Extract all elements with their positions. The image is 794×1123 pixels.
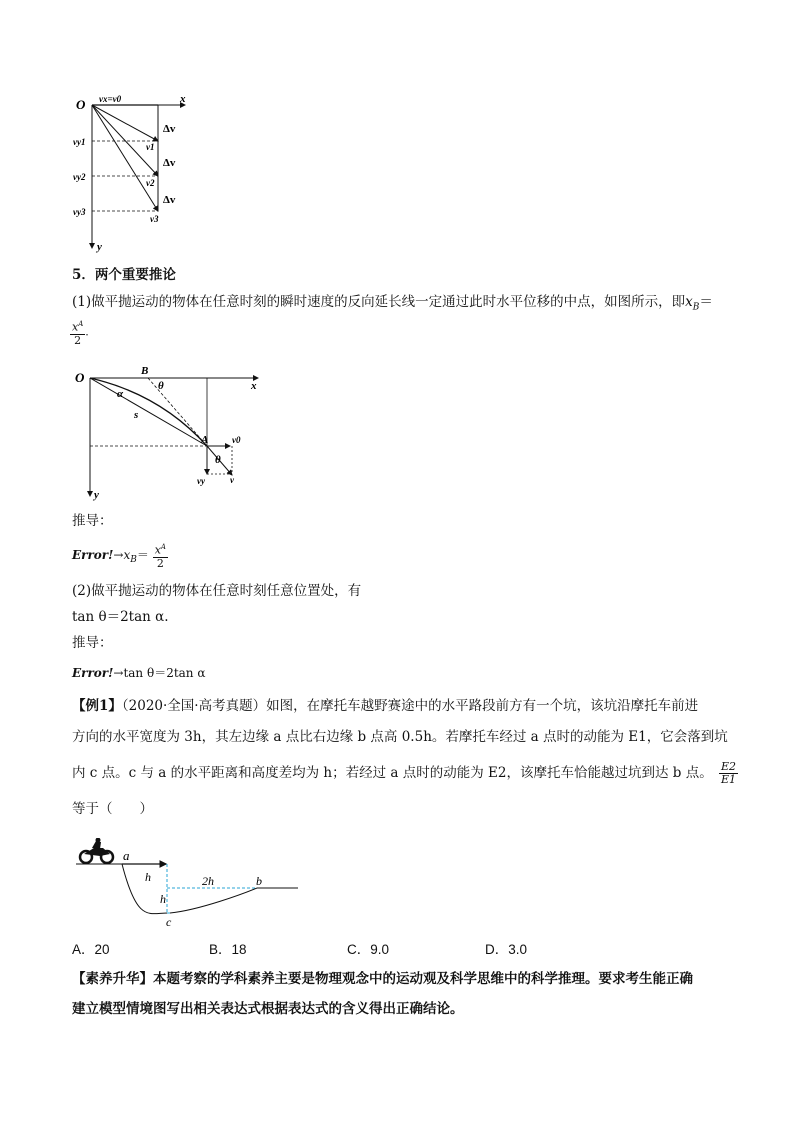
fig1-delta-3: Δv [163, 194, 176, 206]
conclusion-1-frac-sup: A [78, 320, 84, 328]
conclusion-1-fraction [70, 318, 89, 347]
fig1-vy1: vy1 [73, 137, 86, 147]
fig2-theta-bottom: θ [215, 454, 221, 466]
fig1-vy3: vy3 [73, 207, 86, 217]
conclusion-1-end: . [85, 325, 89, 339]
example-tag: 【例1】 [72, 698, 122, 714]
fig3-h2: h [160, 892, 166, 906]
fig2-x-label: x [251, 380, 257, 392]
option-b[interactable]: B．18 [209, 942, 247, 957]
conclusion-1-frac-den: 2 [74, 333, 82, 347]
fig1-delta-2: Δv [163, 157, 176, 169]
fig1-x-label: x [180, 93, 186, 105]
fig1-v2: v2 [146, 178, 155, 188]
fig2-theta-top: θ [158, 380, 164, 392]
conclusion-2-text: (2)做平抛运动的物体在任意时刻任意位置处，有 [72, 583, 362, 599]
derivation-1-xb: x [123, 547, 131, 562]
fig1-y-label: y [97, 241, 102, 253]
derivation-1-line [72, 541, 168, 570]
fig2-origin: O [75, 370, 85, 385]
motorbike-pit-diagram [70, 838, 310, 930]
example-text-3: 内 c 点。c 与 a 的水平距离和高度差均为 h；若经过 a 点时的动能为 E2，该摩托车恰能越过坑到达 b 点。 [72, 765, 713, 781]
inference-diagram [70, 362, 270, 502]
fig3-a: a [123, 848, 130, 863]
fig1-vx-label: vx=v0 [99, 94, 122, 104]
derivation-2-result: →tan θ＝2tan α [113, 666, 206, 680]
conclusion-1-frac-num: x [72, 320, 79, 334]
example-text-1: （2020·全国·高考真题）如图，在摩托车越野赛途中的水平路段前方有一个坑，该坑沿摩托车前进 [121, 698, 699, 714]
fig3-b: b [256, 874, 262, 888]
derivation-2-line [72, 664, 205, 681]
conclusion-1-body: (1)做平抛运动的物体在任意时刻的瞬时速度的反向延长线一定通过此时水平位移的中点，如图所示，即 [72, 294, 686, 310]
derivation-2-error: Error! [72, 666, 114, 680]
fig1-origin: O [76, 97, 86, 112]
derivation-2-label: 推导： [72, 635, 113, 651]
derivation-1-arrow: → [113, 547, 124, 562]
option-a[interactable]: A．20 [72, 942, 110, 957]
conclusion-1-xb: x [685, 294, 693, 310]
note-line-2: 建立模型情境图写出相关表达式根据表达式的含义得出正确结论。 [72, 1001, 464, 1017]
note-tag: 【素养升华】 [72, 971, 153, 987]
conclusion-1-eq: ＝ [699, 294, 713, 310]
option-d[interactable]: D．3.0 [485, 942, 528, 957]
example-frac-num: E2 [721, 760, 737, 773]
fig2-alpha: α [117, 388, 124, 400]
derivation-1-frac-sup: A [160, 543, 166, 551]
note-line-1 [72, 970, 693, 989]
derivation-1-frac-num: x [154, 543, 161, 557]
fig2-vy: vy [197, 476, 205, 486]
fig1-vy2: vy2 [73, 172, 86, 182]
velocity-diagram [70, 88, 220, 258]
fig3-2h: 2h [202, 874, 214, 888]
example-line-3 [72, 761, 738, 786]
section-heading: 5．两个重要推论 [72, 267, 176, 283]
derivation-1-error: Error! [72, 547, 114, 562]
fig2-s: s [134, 409, 139, 421]
example-frac-den: E1 [721, 773, 737, 786]
conclusion-1-xb-sub: B [692, 302, 700, 313]
example-line-1 [72, 697, 698, 716]
derivation-1-xb-sub: B [130, 555, 137, 566]
conclusion-2-formula: tan θ＝2tan α. [72, 609, 169, 625]
note-text-1: 本题考察的学科素养主要是物理观念中的运动观及科学思维中的科学推理。要求考生能正确 [153, 971, 693, 987]
fig1-delta-1: Δv [163, 123, 176, 135]
fig3-h1: h [145, 870, 151, 884]
fig2-a: A [201, 434, 209, 446]
option-c[interactable]: C．9.0 [347, 942, 390, 957]
fig3-c: c [166, 915, 172, 929]
fig2-v: v [230, 475, 234, 485]
fig2-b: B [141, 365, 149, 377]
motorbike-icon [80, 838, 113, 863]
example-line-2: 方向的水平宽度为 3h，其左边缘 a 点比右边缘 b 点高 0.5h。若摩托车经过 a 点时的动能为 E1，它会落到坑 [72, 729, 728, 745]
fig2-v0: v0 [232, 435, 241, 445]
derivation-1-eq: ＝ [136, 547, 149, 562]
fig2-y-label: y [94, 489, 99, 501]
derivation-1-label: 推导： [72, 513, 113, 529]
fig1-v1: v1 [146, 142, 155, 152]
conclusion-1-text [72, 293, 713, 318]
derivation-1-frac-den: 2 [156, 556, 164, 570]
example-line-4: 等于（ ） [72, 801, 153, 817]
fig1-v3: v3 [150, 214, 159, 224]
